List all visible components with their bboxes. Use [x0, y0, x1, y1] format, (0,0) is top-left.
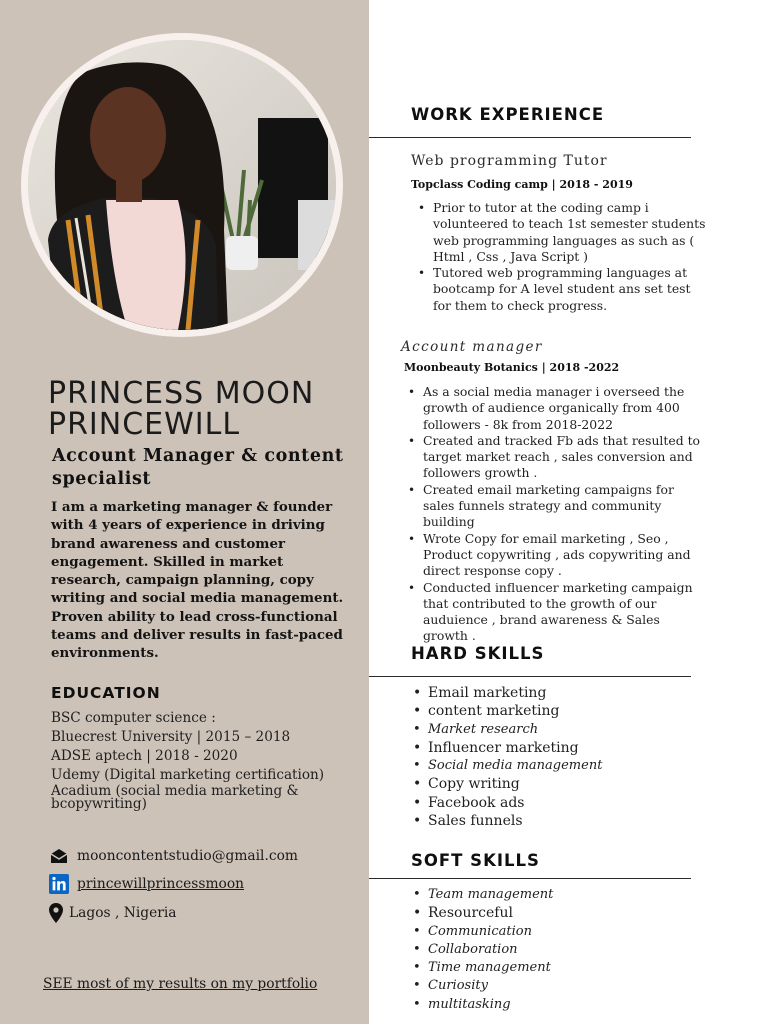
education-line: Udemy (Digital marketing certification): [51, 767, 325, 783]
list-item: • As a social media manager i overseed the growth of audience organically from 400 followers - 8k from 2018-2022: [405, 384, 707, 433]
contact-email[interactable]: mooncontentstudio@gmail.com: [77, 848, 298, 864]
section-divider: [369, 676, 691, 677]
contact-email-row[interactable]: [49, 846, 298, 866]
education-line: ADSE aptech | 2018 - 2020: [51, 748, 238, 764]
work-experience-heading: WORK EXPERIENCE: [411, 105, 605, 124]
soft-skills-heading: SOFT SKILLS: [411, 851, 540, 870]
list-item: • Email marketing: [411, 684, 602, 702]
list-item: • Resourceful: [411, 904, 553, 922]
portfolio-link[interactable]: SEE most of my results on my portfolio: [43, 976, 318, 992]
education-line: Bluecrest University | 2015 – 2018: [51, 729, 291, 745]
name-line-first: PRINCESS MOON: [48, 376, 315, 411]
hard-skills-heading: HARD SKILLS: [411, 644, 545, 663]
list-item: • Created and tracked Fb ads that resulted to target market reach , sales conversion and followers growth .: [405, 433, 707, 482]
list-item: • Conducted influencer marketing campaign that contributed to the growth of our auduience , brand awareness & Sales growth .: [405, 580, 707, 645]
contact-location-row: [49, 903, 176, 923]
list-item: • Tutored web programming languages at bootcamp for A level student ans set test for them to check progress.: [415, 265, 707, 314]
job-2-title: Account manager: [401, 339, 543, 355]
list-item: • content marketing: [411, 702, 602, 720]
section-divider: [369, 137, 691, 138]
list-item: • Collaboration: [411, 941, 553, 959]
list-item: • Facebook ads: [411, 794, 602, 812]
list-item: • Prior to tutor at the coding camp i volunteered to teach 1st semester students web programming languages as such as ( Html , Css , Java Script ): [415, 200, 707, 265]
hard-skills-list: [411, 684, 602, 830]
list-item: • Copy writing: [411, 775, 602, 793]
list-item: • Time management: [411, 959, 553, 977]
list-item: • multitasking: [411, 996, 553, 1014]
section-divider: [369, 878, 691, 879]
profile-summary: I am a marketing manager & founder with 4 years of experience in driving brand awareness and customer engagement. Skilled in market research, campaign planning, copy writing and social media management. Proven ability to lead cross-functional teams and deliver results in fast-paced environments.: [51, 499, 344, 662]
list-item: • Communication: [411, 923, 553, 941]
list-item: • Social media management: [411, 757, 602, 775]
education-list: [51, 709, 351, 811]
education-line: Acadium (social media marketing & bcopywriting): [51, 783, 299, 812]
list-item: • Created email marketing campaigns for sales funnels strategy and community building: [405, 482, 707, 531]
candidate-name: [48, 378, 358, 440]
list-item: • Curiosity: [411, 977, 553, 995]
envelope-icon: [49, 846, 69, 866]
education-line: BSC computer science :: [51, 710, 216, 726]
contact-linkedin-row[interactable]: [49, 874, 244, 894]
job-1-title: Web programming Tutor: [411, 153, 608, 169]
soft-skills-list: [411, 886, 553, 1014]
profile-photo: [28, 40, 336, 330]
job-2-company: Moonbeauty Botanics | 2018 -2022: [404, 361, 620, 374]
contact-location: Lagos , Nigeria: [69, 905, 177, 921]
education-heading: EDUCATION: [51, 684, 161, 702]
name-line-last: PRINCEWILL: [48, 407, 241, 442]
list-item: • Team management: [411, 886, 553, 904]
list-item: • Influencer marketing: [411, 739, 602, 757]
map-pin-icon: [49, 903, 63, 923]
job-1-company: Topclass Coding camp | 2018 - 2019: [411, 178, 633, 191]
job-title-headline: Account Manager & content specialist: [52, 446, 344, 489]
list-item: • Wrote Copy for email marketing , Seo , Product copywriting , ads copywriting and direct response copy .: [405, 531, 707, 580]
linkedin-profile-link[interactable]: princewillprincessmoon: [77, 876, 245, 892]
list-item: • Sales funnels: [411, 812, 602, 830]
job-1-bullets: [415, 200, 707, 314]
job-2-bullets: [405, 384, 707, 645]
linkedin-icon[interactable]: [49, 874, 69, 894]
list-item: • Market research: [411, 721, 602, 739]
